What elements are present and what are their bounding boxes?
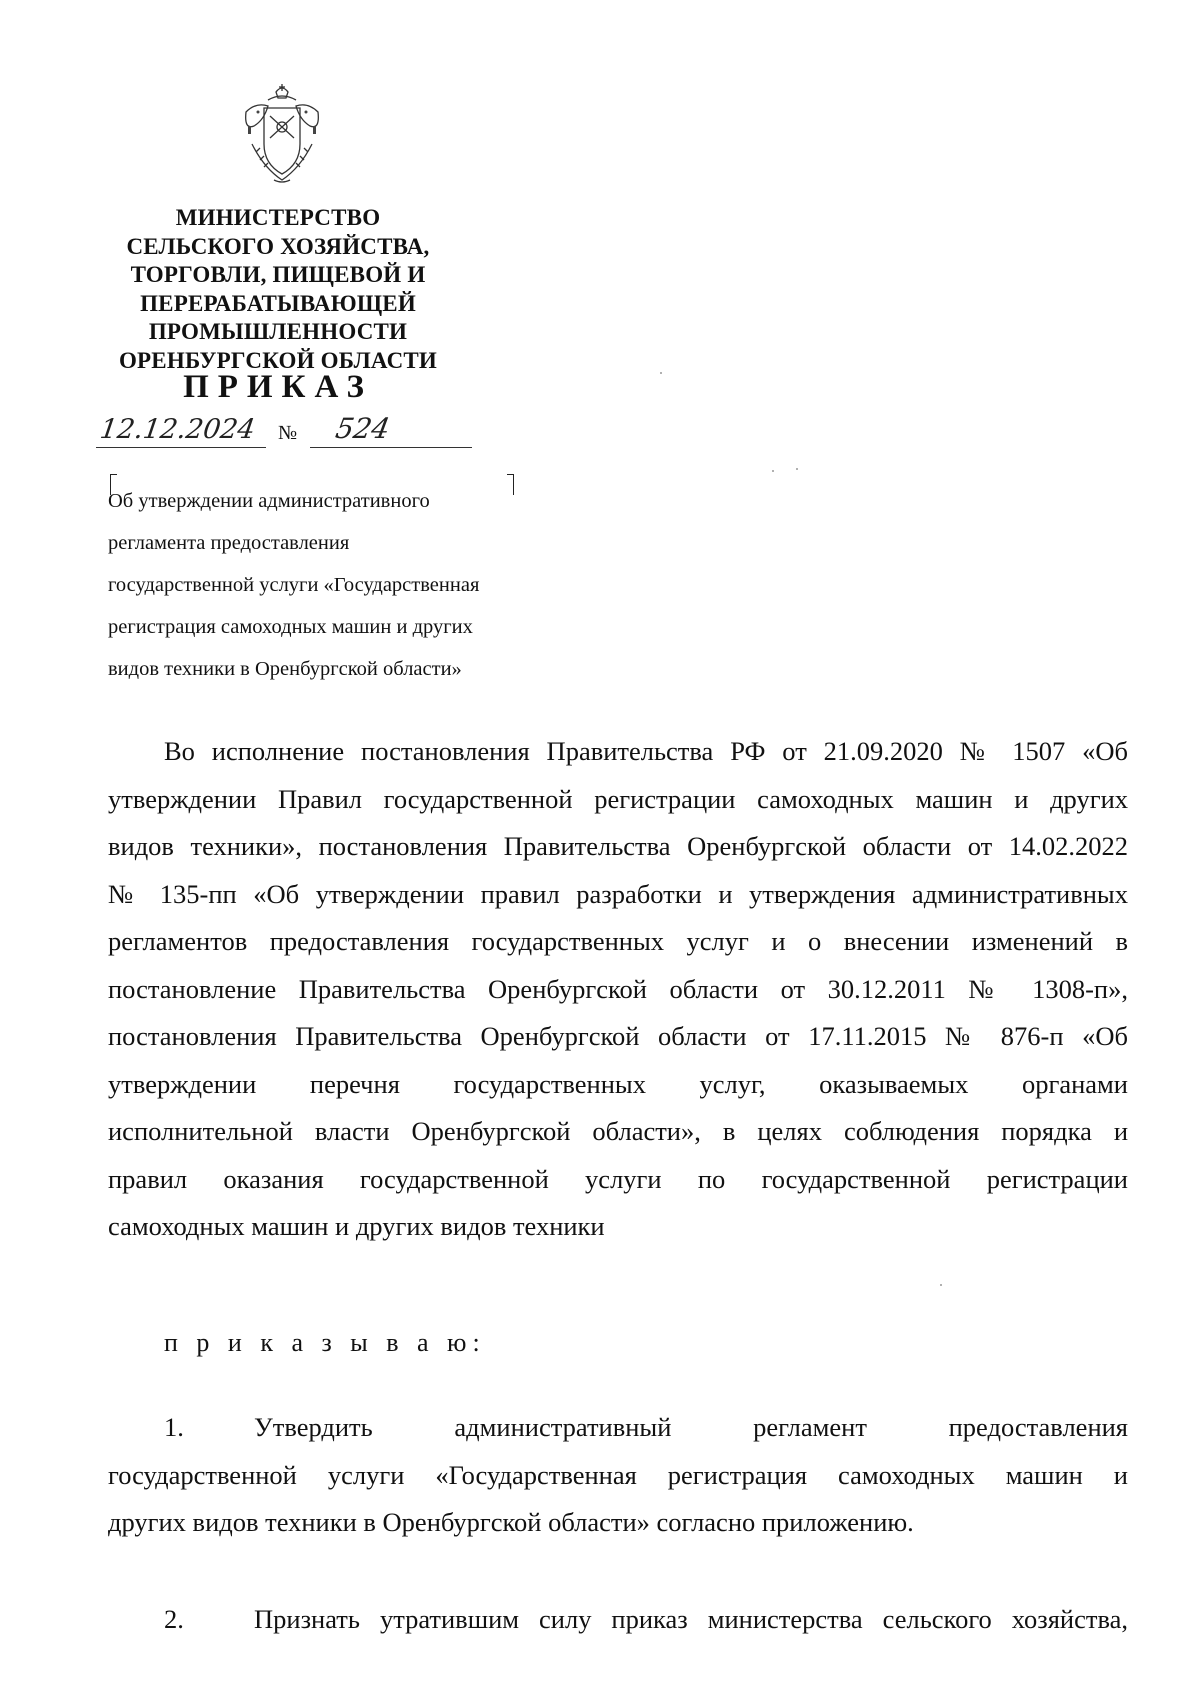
item-text: Признать утратившим силу приказ министерства сельского хозяйства, — [254, 1604, 1128, 1634]
ministry-line: ОРЕНБУРГСКОЙ ОБЛАСТИ — [118, 347, 438, 373]
preamble-line: № 135-пп «Об утверждении правил разработки и утверждения административных — [108, 878, 1128, 909]
scan-speck — [660, 372, 662, 374]
item-number: 1. — [164, 1412, 184, 1442]
preamble-line: правил оказания государственной услуги по государственной регистрации — [108, 1163, 1128, 1194]
order-item-2 — [108, 1596, 1128, 1644]
item-text: Утвердить административный регламент предоставления — [254, 1412, 1128, 1442]
subject-line: государственной услуги «Государственная — [108, 574, 480, 596]
ministry-line: СЕЛЬСКОГО ХОЗЯЙСТВА, — [126, 233, 430, 259]
preamble-line: постановления Правительства Оренбургской области от 17.11.2015 № 876-п «Об — [108, 1021, 1128, 1051]
ministry-line: ПЕРЕРАБАТЫВАЮЩЕЙ — [140, 290, 416, 316]
subject-line: регламента предоставления — [108, 532, 350, 554]
number-underline — [310, 447, 472, 448]
document-type-title: ПРИКАЗ — [183, 369, 373, 405]
item-line: государственной услуги «Государственная регистрация самоходных машин и — [108, 1459, 1128, 1490]
preamble-line: постановление Правительства Оренбургской области от 30.12.2011 № 1308-п», — [108, 973, 1128, 1004]
coat-of-arms-icon — [238, 82, 326, 186]
preamble-line: утверждении Правил государственной регистрации самоходных машин и других — [108, 783, 1128, 814]
ministry-name — [108, 204, 448, 375]
preamble-line: самоходных машин и других видов техники — [108, 1211, 605, 1241]
order-word: п р и к а з ы в а ю: — [164, 1328, 486, 1357]
date-underline — [96, 447, 266, 448]
number-sign: № — [278, 422, 298, 444]
scan-speck — [796, 468, 798, 470]
item-line: других видов техники в Оренбургской области» согласно приложению. — [108, 1507, 914, 1537]
order-date: 12.12.2024 — [98, 414, 257, 445]
preamble-line: регламентов предоставления государственных услуг и о внесении изменений в — [108, 926, 1128, 956]
preamble-paragraph — [108, 728, 1128, 1251]
scan-speck — [940, 1284, 942, 1286]
order-item-1 — [108, 1404, 1128, 1547]
date-number-line — [96, 414, 476, 448]
item-number: 2. — [164, 1604, 184, 1634]
preamble-line: исполнительной власти Оренбургской области», в целях соблюдения порядка и — [108, 1116, 1128, 1146]
ministry-line: ТОРГОВЛИ, ПИЩЕВОЙ И — [130, 262, 426, 287]
ministry-line: ПРОМЫШЛЕННОСТИ — [148, 319, 408, 344]
subject-line: видов техники в Оренбургской области» — [108, 658, 462, 680]
ministry-line: МИНИСТЕРСТВО — [175, 205, 381, 230]
preamble-line: утверждении перечня государственных услуг, оказываемых органами — [108, 1068, 1128, 1099]
order-number: 524 — [333, 412, 393, 445]
scan-speck — [772, 470, 774, 472]
preamble-line: видов техники», постановления Правительства Оренбургской области от 14.02.2022 — [108, 831, 1128, 861]
subject-line: Об утверждении административного — [108, 490, 430, 512]
item-line — [108, 1404, 1128, 1452]
preamble-line: Во исполнение постановления Правительства РФ от 21.09.2020 № 1507 «Об — [164, 736, 1128, 766]
order-subject — [108, 480, 628, 690]
subject-line: регистрация самоходных машин и других — [108, 616, 473, 638]
item-line — [108, 1596, 1128, 1644]
